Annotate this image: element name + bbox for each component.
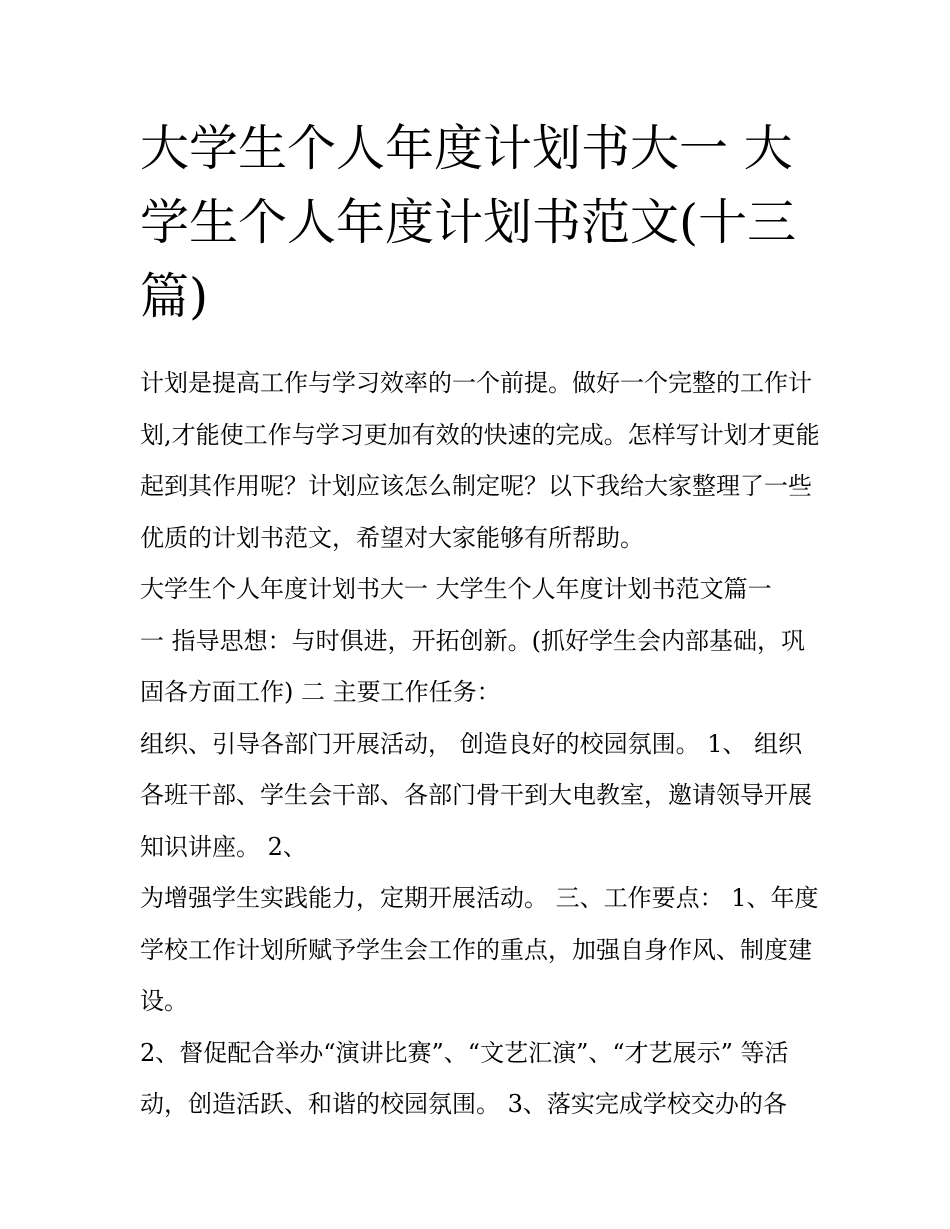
document-page bbox=[140, 112, 820, 1131]
paragraph-organize: 组织、引导各部门开展活动， 创造良好的校园氛围。 1、 组织各班干部、学生会干部、各部门骨干到大电教室，邀请领导开展知识讲座。 2、 bbox=[140, 729, 812, 861]
document-body bbox=[140, 358, 820, 1131]
document-title: 大学生个人年度计划书大一 大学生个人年度计划书范文(十三篇) bbox=[140, 120, 797, 325]
paragraph-events: 2、督促配合举办“演讲比赛”、“文艺汇演”、“才艺展示” 等活动，创造活跃、和谐的校园氛围。 3、落实完成学校交办的各 bbox=[140, 1038, 789, 1118]
paragraph-practice: 为增强学生实践能力，定期开展活动。 三、工作要点： 1、年度学校工作计划所赋予学生会工作的重点，加强自身作风、制度建设。 bbox=[140, 884, 819, 1015]
paragraph-intro: 计划是提高工作与学习效率的一个前提。做好一个完整的工作计划,才能使工作与学习更加有效的快速的完成。怎样写计划才更能起到其作用呢？计划应该怎么制定呢？以下我给大家整理了一些优质的计划书范文，希望对大家能够有所帮助。 bbox=[140, 369, 820, 552]
paragraph-guiding-thought: 一 指导思想：与时俱进，开拓创新。(抓好学生会内部基础，巩固各方面工作) 二 主要工作任务： bbox=[140, 626, 805, 706]
paragraph-section-heading: 大学生个人年度计划书大一 大学生个人年度计划书范文篇一 bbox=[140, 575, 772, 603]
